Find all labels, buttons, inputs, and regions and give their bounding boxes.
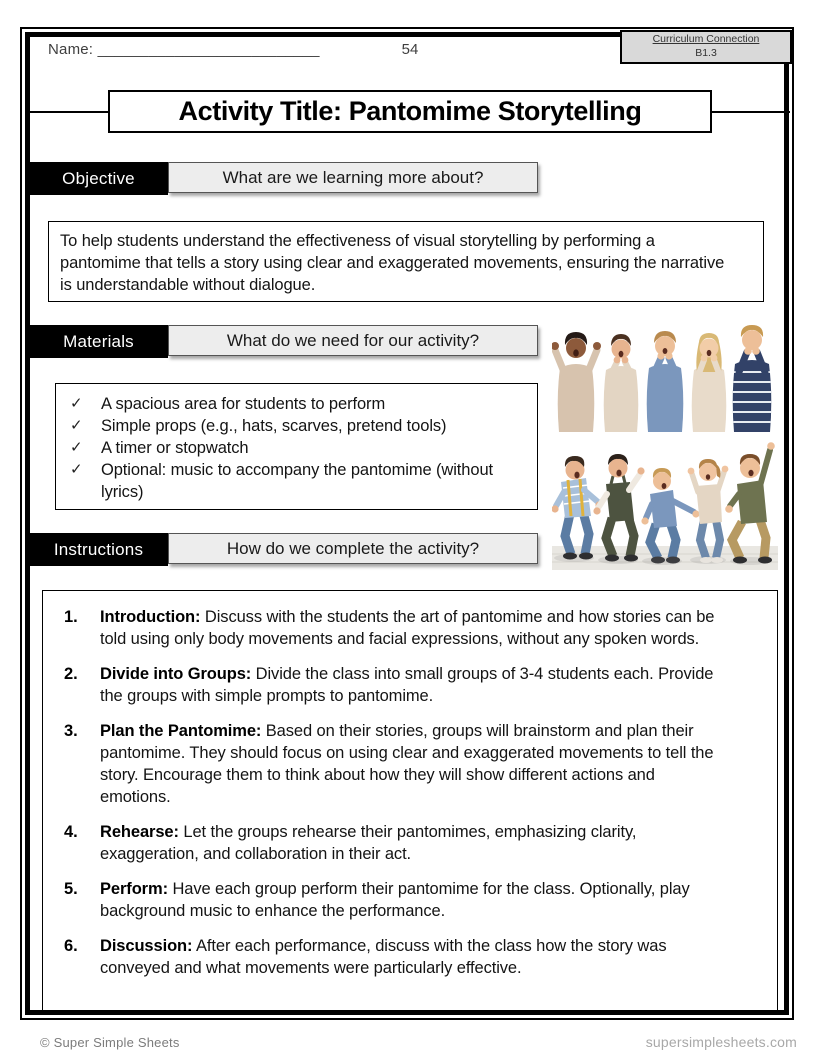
step-text — [100, 878, 718, 922]
material-item-text: A timer or stopwatch — [101, 439, 249, 457]
name-blank-line: __________________________ — [97, 41, 320, 58]
instruction-step — [55, 935, 763, 979]
checkmark-icon: ✓ — [70, 395, 83, 412]
instruction-step — [55, 663, 763, 707]
instructions-list-box — [42, 590, 778, 1011]
step-title: Rehearse: — [100, 823, 179, 841]
step-body: After each performance, discuss with the class how the story was conveyed and what movements were particularly effective. — [100, 937, 667, 977]
objective-text-box: To help students understand the effectiveness of visual storytelling by performing a pantomime that tells a story using clear and exaggerated movements, ensuring the narrative is understandable without dialogue. — [48, 221, 764, 302]
material-item-text: Optional: music to accompany the pantomime (without lyrics) — [101, 461, 494, 501]
name-label: Name: — [48, 41, 94, 58]
materials-label: Materials — [29, 325, 168, 358]
step-number: 2. — [64, 665, 78, 683]
checkmark-icon: ✓ — [70, 461, 83, 478]
curriculum-connection-box — [620, 30, 792, 64]
step-title: Perform: — [100, 880, 168, 898]
step-title: Introduction: — [100, 608, 201, 626]
instructions-label: Instructions — [29, 533, 168, 566]
instruction-step — [55, 720, 763, 808]
step-body: Have each group perform their pantomime for the class. Optionally, play background music to enhance the performance. — [100, 880, 690, 920]
instructions-question: How do we complete the activity? — [168, 533, 538, 564]
material-item-text: Simple props (e.g., hats, scarves, pretend tools) — [101, 417, 447, 435]
instruction-step — [55, 878, 763, 922]
step-text — [100, 606, 718, 650]
step-body: Divide the class into small groups of 3-4 students each. Provide the groups with simple prompts to pantomime. — [100, 665, 714, 705]
step-text — [100, 821, 718, 865]
step-body: Let the groups rehearse their pantomimes, emphasizing clarity, exaggeration, and collaboration in their act. — [100, 823, 637, 863]
step-body: Discuss with the students the art of pantomime and how stories can be told using only body movements and facial expressions, without any spoken words. — [100, 608, 715, 648]
step-title: Discussion: — [100, 937, 193, 955]
step-text — [100, 663, 718, 707]
material-item — [70, 393, 529, 415]
step-title: Divide into Groups: — [100, 665, 252, 683]
step-number: 6. — [64, 937, 78, 955]
activity-title: Activity Title: Pantomime Storytelling — [108, 90, 712, 133]
step-number: 5. — [64, 880, 78, 898]
step-number: 3. — [64, 722, 78, 740]
checkmark-icon: ✓ — [70, 417, 83, 434]
pantomime-kids-image — [552, 318, 778, 570]
instruction-step — [55, 606, 763, 650]
material-item-text: A spacious area for students to perform — [101, 395, 386, 413]
curriculum-connection-code: B1.3 — [695, 47, 717, 59]
step-text — [100, 720, 718, 808]
materials-question: What do we need for our activity? — [168, 325, 538, 356]
page-number: 54 — [401, 41, 419, 58]
material-item — [70, 437, 529, 459]
checkmark-icon: ✓ — [70, 439, 83, 456]
copyright-text: © Super Simple Sheets — [40, 1035, 180, 1050]
step-title: Plan the Pantomime: — [100, 722, 262, 740]
instruction-step — [55, 821, 763, 865]
curriculum-connection-title: Curriculum Connection — [652, 33, 760, 46]
material-item — [70, 459, 529, 503]
materials-list-box — [55, 383, 538, 510]
step-text — [100, 935, 718, 979]
step-number: 4. — [64, 823, 78, 841]
website-link[interactable]: supersimplesheets.com — [645, 1034, 797, 1050]
step-number: 1. — [64, 608, 78, 626]
objective-label: Objective — [29, 162, 168, 195]
step-body: Based on their stories, groups will brainstorm and plan their pantomime. They should focus on using clear and exaggerated movements to tell the story. Encourage them to think about how they will show different actions and emotions. — [100, 722, 714, 806]
objective-question: What are we learning more about? — [168, 162, 538, 193]
material-item — [70, 415, 529, 437]
